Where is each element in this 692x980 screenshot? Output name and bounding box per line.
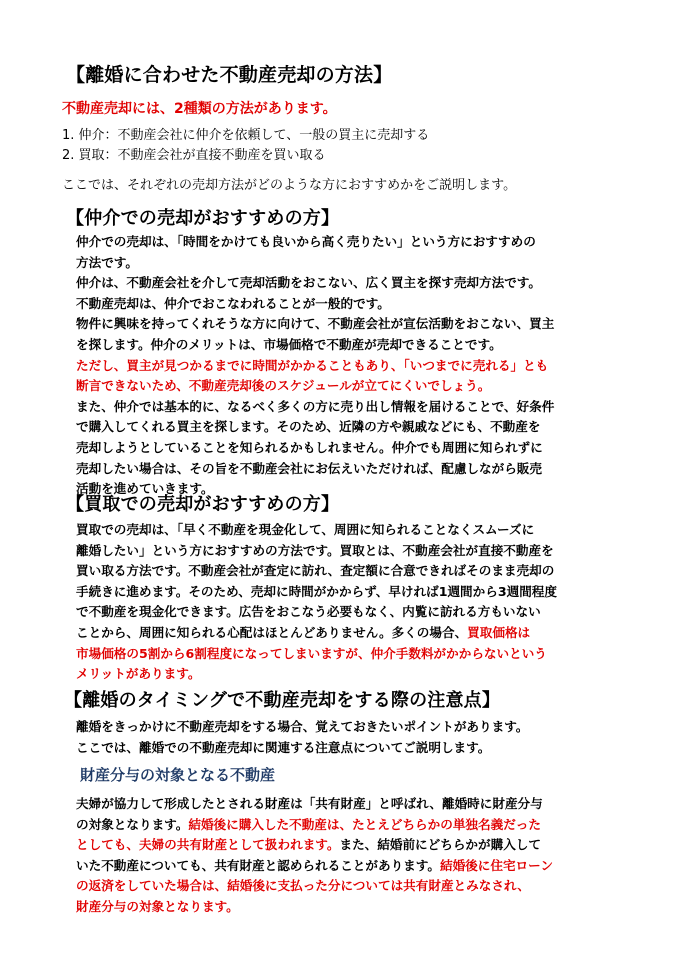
text-line: [76, 520, 606, 541]
text-line: [76, 897, 606, 918]
body-text: 売却したい場合は、その旨を不動産会社にお伝えいただければ、配慮しながら販売: [76, 460, 542, 476]
highlight-text: 結婚後に購入した不動産は、たとえどちらかの単独名義だった: [188, 816, 541, 832]
highlight-text: 買取価格は: [467, 624, 531, 640]
text-line: [76, 232, 606, 253]
highlight-text: の返済をしていた場合は、結婚後に支払った分については共有財産とみなされ、: [76, 878, 530, 894]
body-text: ここでは、離婚での不動産売却に関連する注意点についてご説明します。: [76, 739, 491, 755]
section-body-kaitori: [76, 520, 606, 685]
body-text: を探します。仲介のメリットは、市場価格で不動産が売却できることです。: [76, 336, 502, 352]
text-line: [76, 602, 606, 623]
subsection-body: [76, 794, 606, 918]
highlight-text: 断言できないため、不動産売却後のスケジュールが立てにくいでしょう。: [76, 378, 491, 394]
body-text: 離婚をきっかけに不動産売却をする場合、覚えておきたいポイントがあります。: [76, 719, 529, 734]
body-text: 方法です。: [76, 254, 138, 270]
text-line: [76, 644, 606, 665]
intro-lead: 不動産売却には、2種類の方法があります。: [62, 101, 337, 117]
section-heading-chuiten: 【離婚のタイミングで不動産売却をする際の注意点】: [64, 690, 501, 711]
section-body-chuiten: [76, 717, 606, 758]
body-text: 夫婦が協力して形成したとされる財産は「共有財産」と呼ばれ、離婚時に財産分与: [76, 796, 543, 811]
text-line: [76, 815, 606, 836]
highlight-text: 財産分与の対象となります。: [76, 898, 239, 914]
body-text: 活動を進めていきます。: [76, 481, 214, 497]
body-text: 売却しようとしていることを知られるかもしれません。仲介でも周囲に知られずに: [76, 439, 543, 455]
text-line: [76, 438, 606, 459]
text-line: [76, 664, 606, 685]
page-title: 【離婚に合わせた不動産売却の方法】: [66, 64, 393, 86]
text-line: [76, 459, 606, 480]
method-list: [62, 126, 429, 166]
section-heading-chukai: 【仲介での売却がおすすめの方】: [66, 208, 340, 229]
text-line: [76, 294, 606, 315]
text-line: [76, 856, 606, 877]
intro-closing: ここでは、それぞれの売却方法がどのような方におすすめかをご説明します。: [62, 178, 517, 193]
highlight-text: メリットがあります。: [76, 666, 201, 682]
body-text: 不動産売却は、仲介でおこなわれることが一般的です。: [76, 295, 390, 311]
highlight-text: ただし、買主が見つかるまでに時間がかかることもあり、「いつまでに売れる」とも: [76, 357, 549, 373]
subsection-heading: 財産分与の対象となる不動産: [80, 766, 276, 784]
body-text: の対象となります。: [76, 816, 189, 832]
body-text: で購入してくれる買主を探します。そのため、近隣の方や親戚などにも、不動産を: [76, 419, 541, 435]
text-line: [76, 376, 606, 397]
text-line: [76, 794, 606, 815]
body-text: 離婚したい」という方におすすめの方法です。買取とは、不動産会社が直接不動産を: [76, 542, 554, 558]
body-text: ことから、周囲に知られる心配はほとんどありません。多くの場合、: [76, 624, 468, 640]
list-item: 2. 買取：不動産会社が直接不動産を買い取る: [62, 148, 326, 163]
text-line: [76, 582, 606, 603]
text-line: [76, 876, 606, 897]
body-text: 仲介での売却は、「時間をかけても良いから高く売りたい」という方におすすめの: [76, 234, 536, 249]
text-line: [76, 623, 606, 644]
body-text: また、結婚前にどちらかが購入して: [339, 837, 541, 853]
section-heading-kaitori: 【買取での売却がおすすめの方】: [66, 494, 340, 515]
body-text: 買取での売却は、「早く不動産を現金化して、周囲に知られることなくスムーズに: [76, 522, 535, 537]
highlight-text: 市場価格の5割から6割程度になってしまいますが、仲介手数料がかからないという: [76, 645, 547, 661]
text-line: [76, 253, 606, 274]
body-text: 手続きに進めます。そのため、売却に時間がかからず、早ければ1週間から3週間程度: [76, 583, 557, 599]
text-line: [76, 561, 606, 582]
section-body-chukai: [76, 232, 606, 500]
body-text: いた不動産についても、共有財産と認められることがあります。: [76, 857, 440, 873]
text-line: [76, 417, 606, 438]
highlight-text: としても、夫婦の共有財産として扱われます。: [76, 837, 340, 853]
text-line: [76, 397, 606, 418]
text-line: [76, 273, 606, 294]
text-line: [76, 835, 606, 856]
highlight-text: 結婚後に住宅ローン: [439, 857, 554, 873]
body-text: また、仲介では基本的に、なるべく多くの方に売り出し情報を届けることで、好条件: [76, 398, 555, 414]
body-text: 仲介は、不動産会社を介して売却活動をおこない、広く買主を探す売却方法です。: [76, 275, 541, 291]
body-text: で不動産を現金化できます。広告をおこなう必要もなく、内覧に訪れる方もいない: [76, 604, 541, 620]
text-line: [76, 738, 606, 759]
text-line: [76, 335, 606, 356]
text-line: [76, 356, 606, 377]
text-line: [76, 717, 606, 738]
text-line: [76, 541, 606, 562]
list-item: 1. 仲介：不動産会社に仲介を依頼して、一般の買主に売却する: [62, 128, 430, 143]
text-line: [76, 314, 606, 335]
body-text: 買い取る方法です。不動産会社が査定に訪れ、査定額に合意できればそのまま売却の: [76, 563, 555, 579]
body-text: 物件に興味を持ってくれそうな方に向けて、不動産会社が宣伝活動をおこない、買主: [76, 316, 555, 332]
